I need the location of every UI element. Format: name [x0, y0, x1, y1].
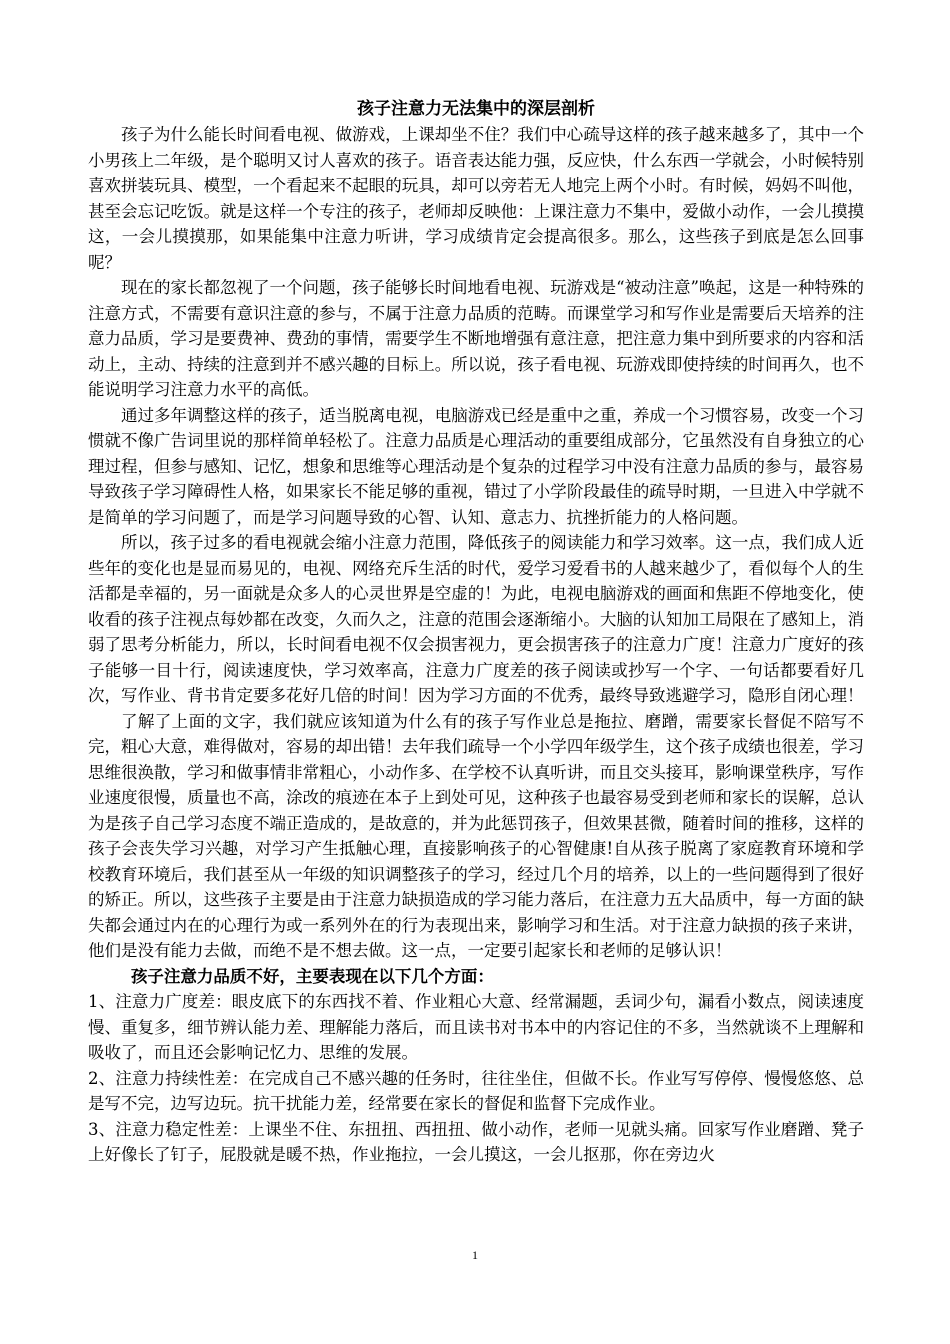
paragraph-4: 所以，孩子过多的看电视就会缩小注意力范围，降低孩子的阅读能力和学习效率。这一点，我们成人近些年的变化也是显而易见的，电视、网络充斥生活的时代，爱学习爱看书的人越来越少了，看似每个人的生活都是幸福的，另一面就是众多人的心灵世界是空虚的！为此，电视电脑游戏的画面和焦距不停地变化，使收看的孩子注视点每妙都在改变，久而久之，注意的范围会逐渐缩小。大脑的认知加工局限在了感知上，消弱了思考分析能力，所以，长时间看电视不仅会损害视力，更会损害孩子的注意力广度！注意力广度好的孩子能够一目十行，阅读速度快，学习效率高，注意力广度差的孩子阅读或抄写一个字、一句话都要看好几次，写作业、背书肯定要多花好几倍的时间！因为学习方面的不优秀，最终导致逃避学习，隐形自闭心理！ — [88, 533, 864, 705]
page-number: 1 — [472, 1248, 478, 1262]
paragraph-3: 通过多年调整这样的孩子，适当脱离电视，电脑游戏已经是重中之重，养成一个习惯容易，改变一个习惯就不像广告词里说的那样简单轻松了。注意力品质是心理活动的重要组成部分，它虽然没有自身独立的心理过程，但参与感知、记忆，想象和思维等心理活动是个复杂的过程学习中没有注意力品质的参与，最容易导致孩子学习障碍性人格，如果家长不能足够的重视，错过了小学阶段最佳的疏导时期，一旦进入中学就不是简单的学习问题了，而是学习问题导致的心智、认知、意志力、抗挫折能力的人格问题。 — [88, 405, 864, 527]
list-item-1: 1、注意力广度差：眼皮底下的东西找不着、作业粗心大意、经常漏题，丢词少句，漏看小数点，阅读速度慢、重复多，细节辨认能力差、理解能力落后，而且读书对书本中的内容记住的不多，当然就谈不上理解和吸收了，而且还会影响记忆力、思维的发展。 — [88, 992, 864, 1062]
document-body — [88, 96, 864, 1168]
list-item-3: 3、注意力稳定性差：上课坐不住、东扭扭、西扭扭、做小动作，老师一见就头痛。回家写作业磨蹭、凳子上好像长了钉子，屁股就是暖不热，作业拖拉，一会儿摸这，一会儿抠那，你在旁边火 — [88, 1119, 864, 1164]
paragraph-1: 孩子为什么能长时间看电视、做游戏，上课却坐不住？我们中心疏导这样的孩子越来越多了，其中一个小男孩上二年级，是个聪明又讨人喜欢的孩子。语音表达能力强，反应快，什么东西一学就会，小时候特别喜欢拼装玩具、模型，一个看起来不起眼的玩具，却可以旁若无人地完上两个小时。有时候，妈妈不叫他，甚至会忘记吃饭。就是这样一个专注的孩子，老师却反映他：上课注意力不集中，爱做小动作，一会儿摸摸这，一会儿摸摸那，如果能集中注意力听讲，学习成绩肯定会提高很多。那么，这些孩子到底是怎么回事呢？ — [88, 125, 864, 272]
list-item-2: 2、注意力持续性差：在完成自己不感兴趣的任务时，往往坐住，但做不长。作业写写停停、慢慢悠悠、总是写不完，边写边玩。抗干扰能力差，经常要在家长的督促和监督下完成作业。 — [88, 1068, 864, 1113]
document-title: 孩子注意力无法集中的深层剖析 — [357, 99, 595, 119]
paragraph-5: 了解了上面的文字，我们就应该知道为什么有的孩子写作业总是拖拉、磨蹭，需要家长督促不陪写不完，粗心大意，难得做对，容易的却出错！去年我们疏导一个小学四年级学生，这个孩子成绩也很差，学习思维很涣散，学习和做事情非常粗心，小动作多、在学校不认真听讲，而且交头接耳，影响课堂秩序，写作业速度很慢，质量也不高，涂改的痕迹在本子上到处可见，这种孩子也最容易受到老师和家长的误解，总认为是孩子自己学习态度不端正造成的，是故意的，并为此惩罚孩子，但效果甚微，随着时间的推移，这样的孩子会丧失学习兴趣，对学习产生抵触心理，直接影响孩子的心智健康!自从孩子脱离了家庭教育环境和学校教育环境后，我们甚至从一年级的知识调整孩子的学习，经过几个月的培养，以上的一些问题得到了很好的矫正。所以，这些孩子主要是由于注意力缺损造成的学习能力落后，在注意力五大品质中，每一方面的缺失都会通过内在的心理行为或一系列外在的行为表现出来，影响学习和生活。对于注意力缺损的孩子来讲，他们是没有能力去做，而绝不是不想去做。这一点，一定要引起家长和老师的足够认识！ — [88, 711, 864, 960]
section-subheading: 孩子注意力品质不好，主要表现在以下几个方面： — [130, 966, 494, 986]
paragraph-2: 现在的家长都忽视了一个问题，孩子能够长时间地看电视、玩游戏是“被动注意”唤起，这是一种特殊的注意方式，不需要有意识注意的参与，不属于注意力品质的范畴。而课堂学习和写作业是需要后天培养的注意力品质，学习是要费神、费劲的事情，需要学生不断地增强有意注意，把注意力集中到所要求的内容和活动上，主动、持续的注意到并不感兴趣的目标上。所以说，孩子看电视、玩游戏即使持续的时间再久，也不能说明学习注意力水平的高低。 — [88, 278, 864, 399]
